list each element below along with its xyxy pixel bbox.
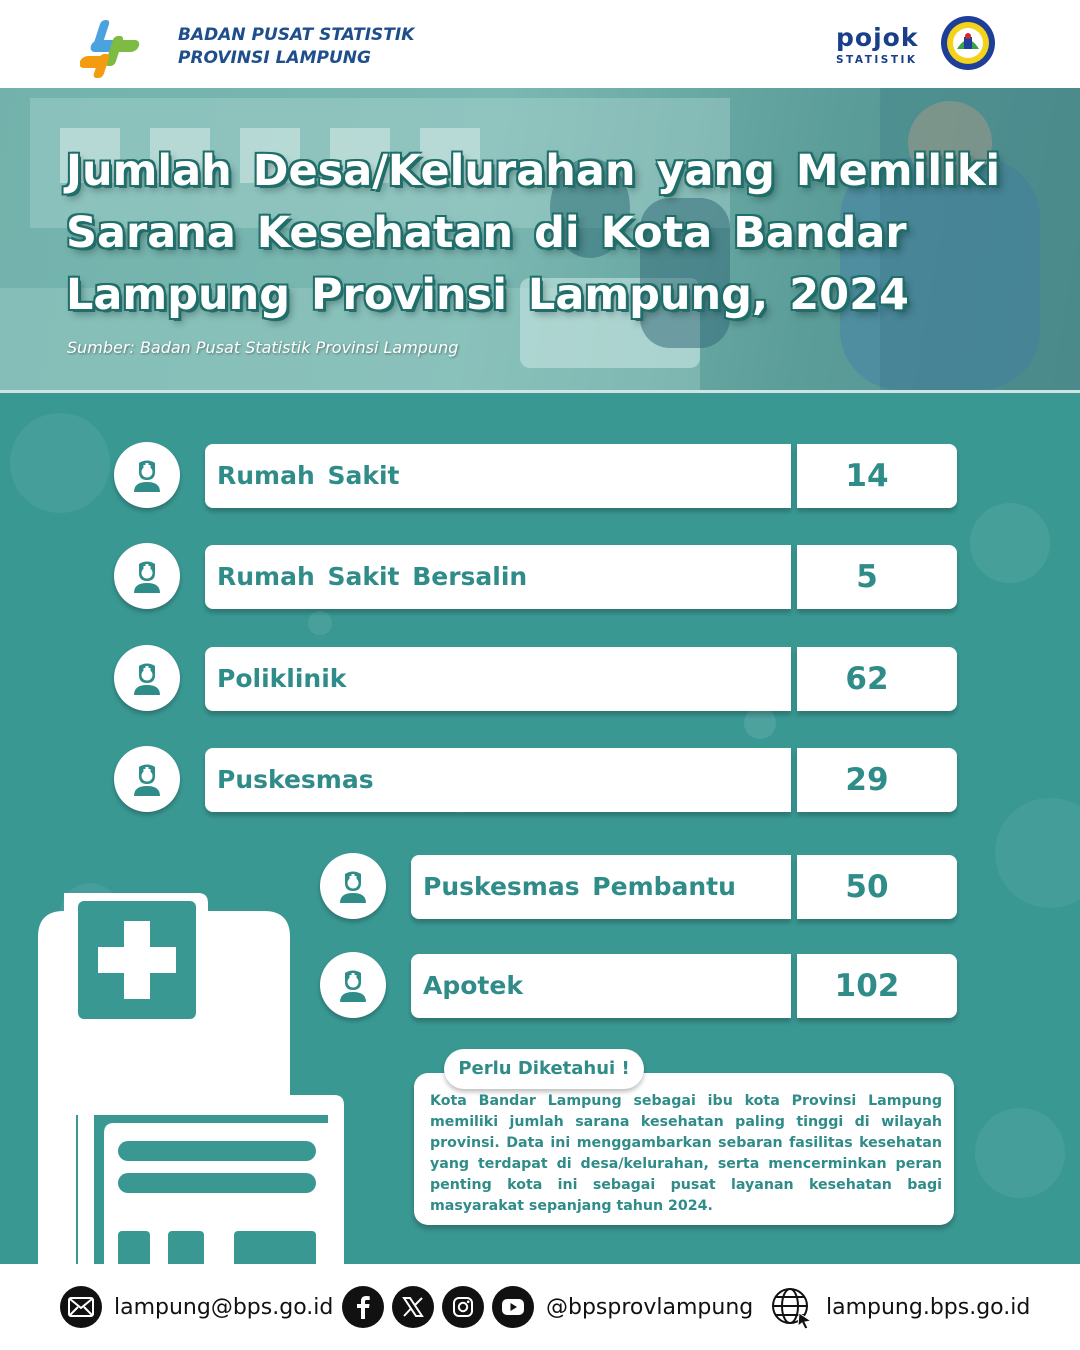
medical-document-illustration xyxy=(38,883,348,1264)
facility-label: Rumah Sakit Bersalin xyxy=(217,562,528,591)
facility-label: Poliklinik xyxy=(217,664,347,693)
pojok-sub: STATISTIK xyxy=(836,54,918,66)
main-panel xyxy=(0,390,1080,1264)
header xyxy=(0,0,1080,88)
facility-value: 50 xyxy=(845,869,889,905)
facility-label-box xyxy=(411,954,791,1018)
footer xyxy=(0,1264,1080,1350)
facility-label-box xyxy=(205,647,791,711)
facility-value: 29 xyxy=(845,762,889,798)
footer-social[interactable] xyxy=(342,1285,753,1329)
facility-value: 5 xyxy=(856,559,878,595)
org-line1: BADAN PUSAT STATISTIK xyxy=(178,25,415,45)
title-banner xyxy=(0,88,1080,390)
facility-label-box xyxy=(205,748,791,812)
globe-icon xyxy=(768,1284,814,1330)
facility-row-puskesmas-pembantu xyxy=(320,855,957,919)
facility-value-box xyxy=(797,444,957,508)
note-text: Kota Bandar Lampung sebagai ibu kota Provinsi Lampung memiliki jumlah sarana kesehatan paling tinggi di wilayah provinsi. Data ini menggambarkan sebaran fasilitas kesehatan yang terdapat di desa/kelurahan, serta mencerminkan peran penting kota ini sebagai pusat layanan kesehatan bagi masyarakat sepanjang tahun 2024. xyxy=(430,1093,942,1214)
facility-label-box xyxy=(411,855,791,919)
facility-value: 62 xyxy=(845,661,889,697)
footer-website[interactable] xyxy=(768,1285,1030,1329)
source-note: Sumber: Badan Pusat Statistik Provinsi Lampung xyxy=(67,338,459,357)
footer-email[interactable] xyxy=(60,1285,333,1329)
facility-value: 102 xyxy=(834,968,900,1004)
health-worker-icon xyxy=(114,442,180,508)
facility-label-box xyxy=(205,545,791,609)
facility-row-poliklinik xyxy=(114,647,957,711)
facility-row-rumah-sakit xyxy=(114,444,957,508)
facility-value-box xyxy=(797,748,957,812)
facebook-icon xyxy=(342,1286,384,1328)
facility-value-box xyxy=(797,647,957,711)
instagram-icon xyxy=(442,1286,484,1328)
facility-label: Rumah Sakit xyxy=(217,461,400,490)
page-title: Jumlah Desa/Kelurahan yang Memiliki Sarana Kesehatan di Kota Bandar Lampung Provinsi Lampung, 2024 xyxy=(66,146,1001,320)
pojok-statistik-logo xyxy=(836,24,928,72)
health-worker-icon xyxy=(114,645,180,711)
bps-name xyxy=(178,24,414,70)
note-title: Perlu Diketahui ! xyxy=(444,1049,644,1089)
youtube-icon xyxy=(492,1286,534,1328)
facility-value-box xyxy=(797,545,957,609)
facility-label: Apotek xyxy=(423,971,523,1000)
website-text: lampung.bps.go.id xyxy=(826,1294,1031,1320)
facility-value-box xyxy=(797,954,957,1018)
unila-logo xyxy=(940,15,996,71)
facility-label: Puskesmas xyxy=(217,765,374,794)
email-text: lampung@bps.go.id xyxy=(114,1294,334,1320)
facility-value: 14 xyxy=(845,458,889,494)
social-handle-text: @bpsprovlampung xyxy=(546,1294,754,1320)
x-icon xyxy=(392,1286,434,1328)
health-worker-icon xyxy=(114,746,180,812)
facility-row-apotek xyxy=(320,954,957,1018)
facility-row-puskesmas xyxy=(114,748,957,812)
facility-label-box xyxy=(205,444,791,508)
pojok-word: pojok xyxy=(836,23,919,52)
health-worker-icon xyxy=(114,543,180,609)
note-box xyxy=(414,1073,954,1225)
facility-row-rumah-sakit-bersalin xyxy=(114,545,957,609)
facility-value-box xyxy=(797,855,957,919)
email-icon xyxy=(60,1286,102,1328)
bps-logo xyxy=(80,18,162,80)
facility-label: Puskesmas Pembantu xyxy=(423,872,736,901)
org-line2: PROVINSI LAMPUNG xyxy=(178,48,371,68)
